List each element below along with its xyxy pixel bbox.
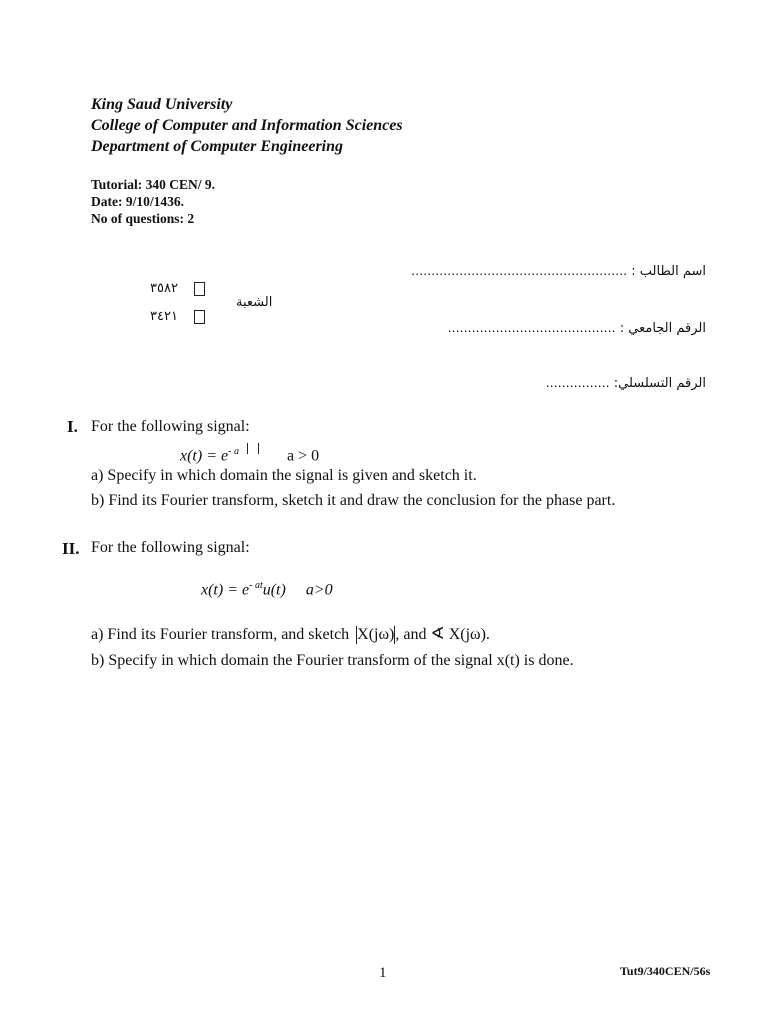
q2-a-phase: X(jω).: [448, 626, 490, 643]
question-1-number: I.: [67, 417, 78, 436]
question-1-part-a: a) Specify in which domain the signal is given and sketch it.: [91, 467, 477, 484]
university-name: King Saud University: [91, 96, 233, 113]
section-code-2: ٣٤٢١: [150, 309, 178, 324]
serial-number-blank: …………….: [545, 376, 610, 390]
section-checkbox-2[interactable]: [194, 310, 205, 324]
section-option-2: [150, 309, 205, 324]
student-name-label: اسم الطالب :: [631, 264, 706, 279]
question-2-part-a: [91, 624, 490, 644]
q1-eq-exponent: - a: [228, 446, 239, 457]
q2-a-and: , and: [395, 626, 427, 643]
q1-eq-condition: a > 0: [286, 447, 320, 465]
serial-number-label: الرقم التسلسلي:: [613, 376, 706, 391]
department-name: Department of Computer Engineering: [91, 138, 344, 155]
q1-abs-bar-right: [258, 443, 259, 454]
student-name-field: [411, 264, 706, 279]
question-1-part-b: b) Find its Fourier transform, sketch it and draw the conclusion for the phase part.: [91, 492, 616, 509]
section-checkbox-1[interactable]: [194, 282, 205, 296]
student-id-field: [448, 321, 706, 336]
section-option-1: [150, 281, 205, 296]
serial-number-field: [546, 376, 706, 391]
question-1-intro: For the following signal:: [91, 418, 250, 435]
question-2-number: II.: [62, 539, 80, 558]
q2-eq-lhs: x(t) = e: [201, 581, 250, 599]
tutorial-number: Tutorial: 340 CEN/ 9.: [91, 177, 216, 192]
document-code: Tut9/340CEN/56s: [620, 964, 711, 978]
student-name-blank: ………………………………………………: [411, 264, 628, 278]
question-2-intro: For the following signal:: [91, 539, 250, 556]
q2-a-magnitude: X(jω): [357, 626, 395, 643]
question-count: No of questions: 2: [91, 211, 195, 226]
q1-abs-bar-left: [247, 443, 248, 454]
q2-eq-exponent: - at: [249, 580, 263, 591]
section-label: الشعبة: [236, 295, 273, 310]
q2-eq-condition: a>0: [305, 581, 333, 599]
question-2-equation: [201, 580, 333, 599]
q2-eq-step: u(t): [262, 581, 286, 599]
q1-eq-lhs: x(t) = e: [180, 447, 229, 465]
page-number: 1: [379, 965, 387, 981]
student-id-blank: ……………………………………: [447, 321, 616, 335]
question-2-part-b: b) Specify in which domain the Fourier transform of the signal x(t) is done.: [91, 652, 574, 669]
student-id-label: الرقم الجامعي :: [619, 321, 706, 336]
q2-a-text: a) Find its Fourier transform, and sketch: [91, 626, 350, 643]
college-name: College of Computer and Information Sciences: [91, 117, 403, 134]
section-code-1: ٣٥٨٢: [150, 281, 178, 296]
tutorial-date: Date: 9/10/1436.: [91, 194, 184, 209]
angle-icon: ∢: [430, 624, 445, 644]
question-1-equation: [180, 443, 319, 465]
